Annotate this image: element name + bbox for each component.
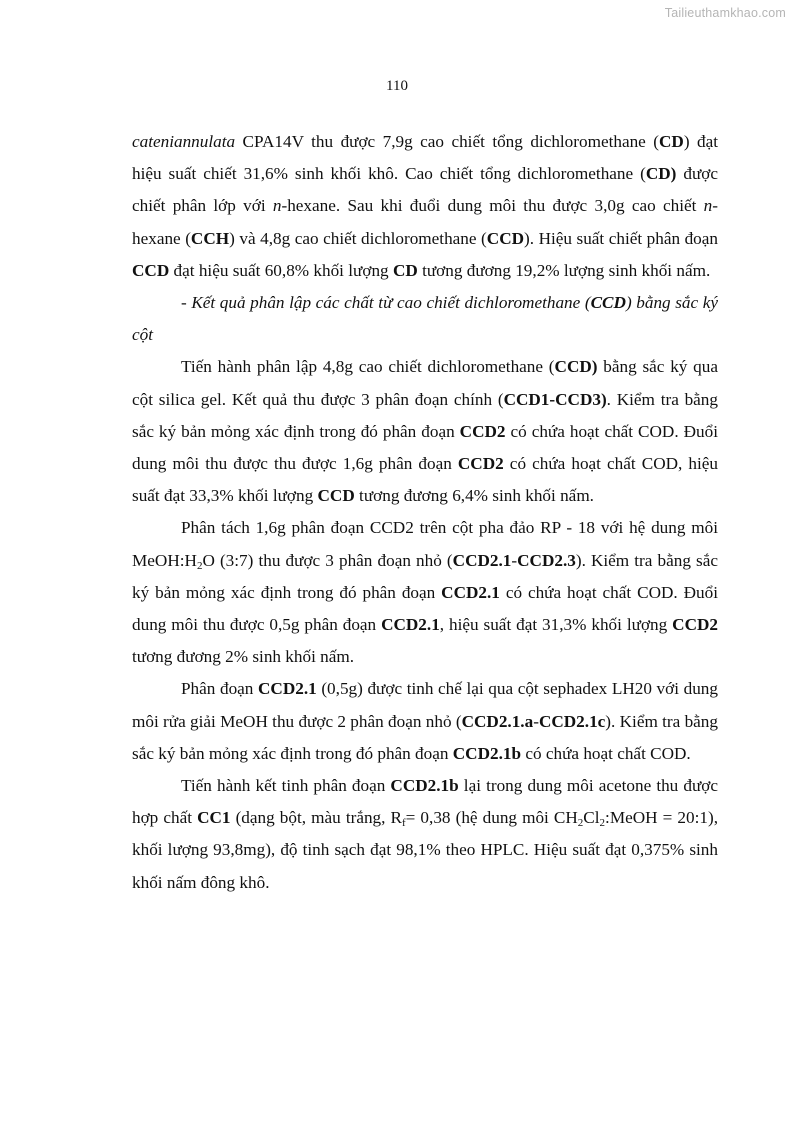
text-run: -hexane. Sau khi đuổi dung môi thu được 3,0g cao chiết <box>281 196 704 216</box>
text-run: CCD) <box>554 357 598 377</box>
text-run: CCH <box>190 228 230 248</box>
paragraph-crystallization <box>132 770 718 899</box>
page-number: 110 <box>386 78 408 94</box>
paragraph-column-chromatography <box>132 351 718 512</box>
paragraph-extraction-summary <box>132 126 718 287</box>
text-run: , hiệu suất đạt 31,3% khối lượng <box>439 615 673 635</box>
text-run: có chứa hoạt chất COD. Đuổi dung môi thu được 0,5g phân đoạn <box>132 582 718 635</box>
text-run: CCD2 <box>672 615 718 635</box>
text-run: CC1 <box>197 808 231 828</box>
text-run: CCD2.1c <box>538 711 606 731</box>
text-run: CCD2.1 <box>441 582 500 602</box>
text-run: - <box>533 711 539 731</box>
text-run: ) và 4,8g cao chiết dichloromethane ( <box>229 228 487 248</box>
text-run: CCD2.1.a <box>461 711 534 731</box>
text-run: CCD2.1 <box>381 615 440 635</box>
text-run: :MeOH = 20:1), khối lượng 93,8mg), độ tinh sạch đạt 98,1% theo HPLC. Hiệu suất đạt 0,375% sinh khối nấm đông khô. <box>132 808 718 892</box>
text-run: CCD2.1b <box>390 776 459 796</box>
text-run: CCD1-CCD3) <box>503 389 607 409</box>
paragraph-sephadex <box>132 673 718 770</box>
text-run: n <box>272 196 282 216</box>
subscript: 2 <box>196 559 203 572</box>
text-run: Cl <box>583 808 600 828</box>
text-run: CD) <box>645 164 677 184</box>
text-run: (dạng bột, màu trắng, R <box>230 808 402 828</box>
text-run: đạt hiệu suất 60,8% khối lượng <box>169 260 393 280</box>
text-run: ). Kiểm tra bằng sắc ký bản mỏng xác định trong đó phân đoạn <box>132 550 718 602</box>
text-run: ) bằng sắc ký cột <box>132 293 718 345</box>
text-run: n <box>703 196 713 216</box>
text-run: có chứa hoạt chất COD. Đuổi dung môi thu được thu được 1,6g phân đoạn <box>132 421 719 474</box>
text-run: có chứa hoạt chất COD, hiệu suất đạt 33,3% khối lượng <box>132 454 718 506</box>
text-run: Phân tách 1,6g phân đoạn CCD2 trên cột pha đảo RP - 18 với hệ dung môi MeOH:H <box>132 518 718 570</box>
subscript: f <box>401 817 406 830</box>
paragraph-reverse-phase <box>132 512 718 673</box>
text-run: CPA14V thu được 7,9g cao chiết tổng dichloromethane ( <box>235 132 659 151</box>
text-run: tương đương 19,2% lượng sinh khối nấm. <box>417 260 711 280</box>
text-run: CCD <box>590 293 626 313</box>
text-run: . Kiểm tra bằng sắc ký bản mỏng xác định trong đó phân đoạn <box>132 389 718 441</box>
text-run: CCD2 <box>457 454 504 474</box>
text-run: Phân đoạn <box>181 679 258 699</box>
text-run: = 0,38 (hệ dung môi CH <box>405 808 578 828</box>
text-run: -hexane ( <box>132 196 718 248</box>
text-run: - <box>511 550 518 570</box>
text-run: CCD2.1b <box>452 743 522 763</box>
text-run: CD <box>659 132 684 151</box>
text-run: bằng sắc ký qua cột silica gel. Kết quả thu được 3 phân đoạn chính ( <box>132 357 718 409</box>
text-run: O (3:7) thu được 3 phân đoạn nhỏ ( <box>202 550 453 570</box>
watermark: Tailieuthamkhao.com <box>664 6 786 20</box>
text-run: lại trong dung môi acetone thu được hợp chất <box>132 776 718 828</box>
section-heading <box>132 287 718 351</box>
text-run: có chứa hoạt chất COD. <box>521 743 691 763</box>
document-body <box>132 126 718 899</box>
subscript: 2 <box>599 817 606 830</box>
text-run: ). Hiệu suất chiết phân đoạn <box>524 228 718 248</box>
text-run: CCD2.3 <box>517 550 576 570</box>
text-run: CCD2.1 <box>452 550 512 570</box>
text-run: cateniannulata <box>132 132 236 151</box>
text-run: tương đương 6,4% sinh khối nấm. <box>354 486 594 506</box>
text-run: CD <box>392 260 418 280</box>
text-run: (0,5g) được tinh chế lại qua cột sephadex LH20 với dung môi rửa giải MeOH thu được 2 phân đoạn nhỏ ( <box>132 679 718 731</box>
subscript: 2 <box>577 817 584 830</box>
text-run: ). Kiểm tra bằng sắc ký bản mỏng xác định trong đó phân đoạn <box>132 711 718 763</box>
text-run: tương đương 2% sinh khối nấm. <box>132 647 355 667</box>
text-run: CCD <box>132 260 170 280</box>
text-run: CCD2.1 <box>258 679 317 699</box>
text-run: Tiến hành phân lập 4,8g cao chiết dichloromethane ( <box>181 357 555 377</box>
text-run: ) đạt hiệu suất chiết 31,6% sinh khối khô. Cao chiết tổng dichloromethane ( <box>132 132 718 184</box>
text-run: CCD <box>486 228 525 248</box>
text-run: - Kết quả phân lập các chất từ cao chiết dichloromethane ( <box>181 293 591 313</box>
text-run: Tiến hành kết tinh phân đoạn <box>181 776 391 796</box>
text-run: CCD2 <box>459 421 506 441</box>
text-run: được chiết phân lớp với <box>132 164 718 216</box>
text-run: CCD <box>317 486 355 506</box>
